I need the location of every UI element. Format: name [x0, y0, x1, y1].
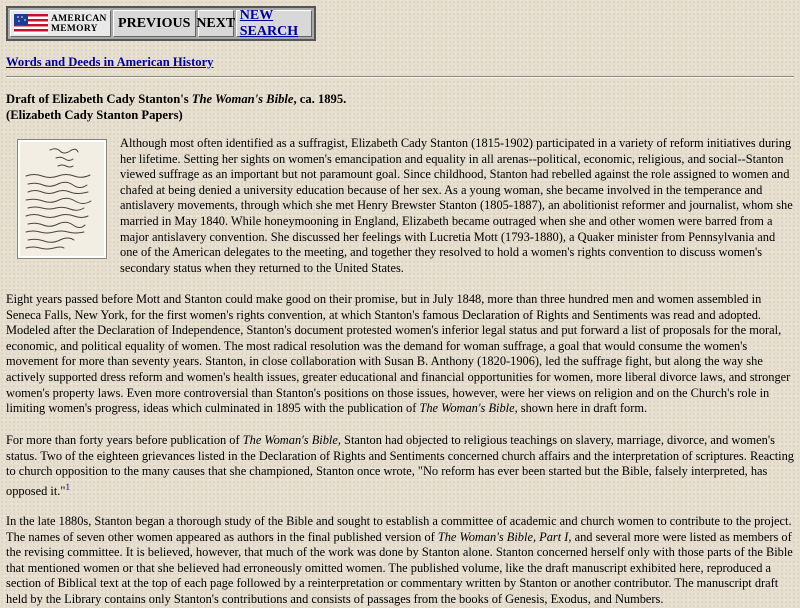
logo-line-2: MEMORY — [51, 23, 98, 34]
navigation-bar — [6, 6, 316, 41]
footnote-link[interactable]: 1 — [65, 481, 70, 492]
flag-icon — [14, 14, 48, 34]
logo-line-1: AMERICAN — [51, 13, 107, 24]
p3-italic: The Woman's Bible — [242, 433, 338, 447]
p2-start: Eight years passed before Mott and Stanton could make good on their promise, but in July 1848, more than three hundred men and women assembled in Seneca Falls, New York, for the first women's rights convention, at which Stanton's famous Declaration of Rights and Sentiments was read and adopted. Modeled after the Declaration of Independence, Stanton's document protested women's inferior legal status and put forward a list of proposals for the moral, economic, and political equality of women. The most radical resolution was the demand for woman suffrage, a goal that would consume the women's movement for more than seventy years. Stanton, in close collaboration with Susan B. Anthony (1820-1906), led the suffrage fight, but along the way she actively supported dress reform and women's health issues, greater educational and financial opportunities for women, more liberal divorce laws, and stronger women's property laws. Even more controversial than Stanton's positions on those issues, however, were her views on religion and on the Church's role in limiting women's progress, ideas which culminated in 1895 with the publication of — [6, 292, 791, 416]
p3-end: , Stanton had objected to religious teachings on slavery, marriage, divorce, and women's status. Two of the eighteen grievances listed in the Declaration of Rights and Sentiments concerned church affairs and the interpretation of scriptures. Reacting to church opposition to the many causes that she championed, Stanton once wrote, "No reform has ever been started but the Bible, falsely interpreted, has opposed it." — [6, 433, 794, 498]
title-italic: The Woman's Bible — [191, 92, 294, 106]
title-line — [6, 92, 786, 108]
p4-italic: The Woman's Bible, Part I — [437, 529, 569, 544]
subtitle: (Elizabeth Cady Stanton Papers) — [6, 107, 183, 122]
p2-italic: The Woman's Bible — [419, 401, 515, 416]
american-memory-logo[interactable] — [10, 10, 111, 37]
manuscript-thumbnail-image[interactable] — [18, 140, 106, 258]
logo-label — [51, 14, 107, 34]
next-button[interactable]: NEXT — [198, 10, 234, 37]
p4-end: , and several more were listed as members of the revising committee. It is believed, however, that much of the work was done by Stanton alone. Stanton concerned herself only with those parts of the Bible that mentioned women or that she believed had erroneously omitted women. The published volume, like the draft manuscript exhibited here, reproduced a section of Biblical text at the top of each page followed by a reinterpretation or commentary written by Stanton or another contributor. The manuscript draft held by the Library contains only Stanton's contributions and consists of passages from the books of Genesis, Exodus, and Numbers. — [6, 529, 793, 606]
title-start: Draft of Elizabeth Cady Stanton's — [6, 92, 192, 106]
footnote-marker — [65, 482, 70, 493]
paragraph-1: Although most often identified as a suffragist, Elizabeth Cady Stanton (1815-1902) participated in a variety of reform initiatives during her lifetime. Setting her sights on women's emancipation and equality in all arenas--political, economic, religious, and social--Stanton viewed suffrage as an important but not paramount goal. Since childhood, Stanton had rebelled against the role assigned to women and chafed at being denied a university education because of her sex. As a young woman, she became involved in the temperance and antislavery movements, through which she met Henry Brewster Stanton (1805-1887), an abolitionist reformer and journalist, whom she married in May 1840. While honeymooning in England, Elizabeth became outraged when she and other women were barred from a major antislavery convention. She discussed her feelings with Lucretia Mott (1793-1880), a Quaker minister from Pennsylvania and one of the American delegates to the meeting, and together they resolved to hold a women's rights convention to discuss women's secondary status when they returned to the United States. — [120, 136, 793, 275]
section-link-words-and-deeds[interactable]: Words and Deeds in American History — [6, 55, 214, 69]
p2-end: , shown here in draft form. — [514, 401, 648, 416]
paragraph-2 — [6, 292, 794, 417]
new-search-link[interactable]: NEW SEARCH — [236, 10, 312, 37]
manuscript-handwriting-drawing — [20, 142, 104, 256]
paragraph-3 — [6, 433, 794, 500]
previous-button[interactable]: PREVIOUS — [113, 10, 196, 37]
paragraph-4 — [6, 514, 794, 608]
horizontal-divider — [6, 76, 794, 78]
page-title — [6, 92, 786, 123]
p4-start: In the late 1880s, Stanton began a thorough study of the Bible and sought to establish a committee of academic and church women to contribute to the project. The names of seven other women appeared as authors in the final published version of — [6, 514, 792, 544]
p3-start: For more than forty years before publication of — [6, 433, 243, 447]
title-end: , ca. 1895. — [293, 92, 347, 106]
